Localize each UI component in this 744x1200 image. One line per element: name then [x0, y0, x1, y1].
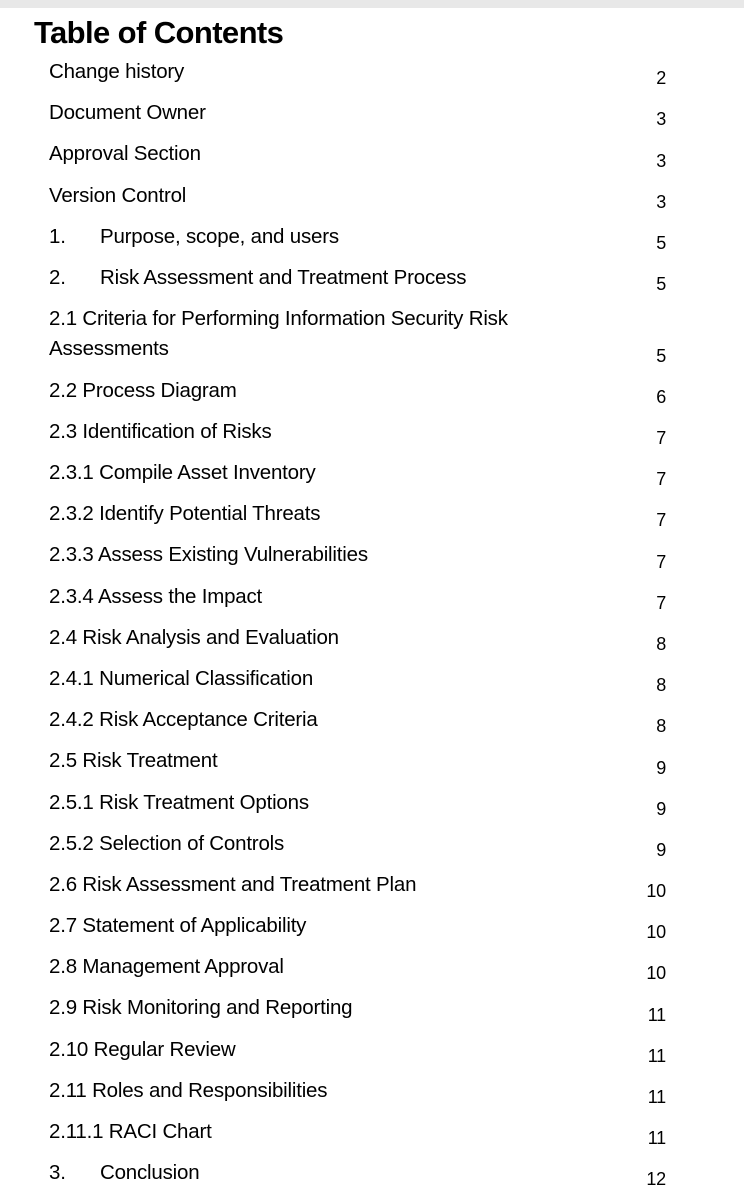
toc-entry-label: Approval Section	[49, 142, 201, 166]
toc-entry-page-number: 5	[656, 345, 666, 366]
toc-entry-page-number: 9	[656, 839, 666, 860]
toc-entry-link[interactable]	[49, 705, 609, 735]
toc-entry-page-number: 2	[656, 68, 666, 89]
toc-entry[interactable]	[0, 1074, 744, 1115]
toc-entry[interactable]	[0, 950, 744, 991]
toc-entry-page-number: 7	[656, 469, 666, 490]
toc-entry-label: 2.3.1 Compile Asset Inventory	[49, 461, 316, 484]
toc-entry-link[interactable]	[49, 582, 609, 612]
toc-entry[interactable]	[0, 261, 744, 302]
toc-entry[interactable]	[0, 137, 744, 178]
toc-entry-link[interactable]	[49, 417, 609, 447]
toc-entry-label: Change history	[49, 60, 185, 83]
toc-entry-label: 2.8 Management Approval	[49, 955, 284, 979]
toc-entry-number: 1.	[49, 224, 66, 248]
toc-entry-label: 2.4 Risk Analysis and Evaluation	[49, 625, 339, 649]
toc-entry[interactable]	[0, 179, 744, 220]
toc-entry[interactable]	[0, 868, 744, 909]
toc-entry-link[interactable]	[49, 1076, 609, 1106]
toc-entry-page-number: 11	[647, 1087, 666, 1107]
toc-entry-label: Version Control	[49, 183, 187, 207]
toc-entry-link[interactable]	[49, 222, 609, 252]
toc-entry[interactable]	[0, 1033, 744, 1074]
toc-entry-label: 2.3 Identification of Risks	[49, 419, 272, 443]
toc-entry-link[interactable]	[49, 263, 609, 293]
toc-entry-label: 2.1 Criteria for Performing Information Security Risk Assessments	[49, 307, 508, 361]
toc-entry-link[interactable]	[49, 458, 609, 488]
toc-entry-page-number: 12	[646, 1169, 666, 1190]
toc-entry[interactable]	[0, 415, 744, 456]
toc-entry-label: 2.6 Risk Assessment and Treatment Plan	[49, 872, 417, 896]
toc-entry-link[interactable]	[49, 98, 609, 128]
toc-entry-page-number: 9	[656, 757, 666, 778]
toc-entry-page-number: 7	[656, 428, 666, 448]
document-page	[0, 8, 744, 1200]
toc-entry-link[interactable]	[49, 57, 609, 87]
toc-entry-page-number: 11	[647, 1004, 666, 1025]
toc-entry[interactable]	[0, 703, 744, 744]
toc-entry-label: 2.4.1 Numerical Classification	[49, 666, 314, 690]
toc-entry-link[interactable]	[49, 499, 609, 529]
toc-entry-link[interactable]	[49, 540, 609, 570]
toc-entry-label: 2.10 Regular Review	[49, 1037, 236, 1061]
toc-entry-link[interactable]	[49, 664, 609, 694]
toc-entry-link[interactable]	[49, 304, 609, 364]
toc-entry-page-number: 8	[656, 633, 666, 654]
toc-entry-link[interactable]	[49, 788, 609, 818]
toc-entry[interactable]	[0, 991, 744, 1032]
toc-entry[interactable]	[0, 220, 744, 261]
toc-entry-page-number: 10	[646, 881, 666, 902]
toc-entry[interactable]	[0, 1156, 744, 1197]
toc-entry-link[interactable]	[49, 911, 609, 941]
toc-entry-label: 2.11 Roles and Responsibilities	[49, 1078, 328, 1102]
toc-entry-label: 2.3.2 Identify Potential Threats	[49, 502, 321, 526]
toc-entry-label: 2.3.3 Assess Existing Vulnerabilities	[49, 543, 368, 567]
toc-entry-link[interactable]	[49, 952, 609, 982]
toc-entry-link[interactable]	[49, 376, 609, 406]
toc-entry-label: 2.2 Process Diagram	[49, 378, 237, 402]
toc-entry[interactable]	[0, 497, 744, 538]
toc-entry-label: 2.9 Risk Monitoring and Reporting	[49, 996, 353, 1020]
toc-entry-page-number: 10	[646, 922, 666, 943]
toc-entry-page-number: 7	[656, 510, 666, 531]
toc-entry-link[interactable]	[49, 870, 609, 900]
toc-entry[interactable]	[0, 1115, 744, 1156]
toc-entry[interactable]	[0, 744, 744, 785]
toc-entry-link[interactable]	[49, 993, 609, 1023]
toc-entry[interactable]	[0, 374, 744, 415]
toc-entry-number: 3.	[49, 1161, 66, 1185]
toc-entry-label: 2.4.2 Risk Acceptance Criteria	[49, 708, 318, 732]
toc-entry-page-number: 5	[656, 232, 666, 253]
toc-entry-page-number: 3	[656, 109, 666, 130]
toc-entry[interactable]	[0, 538, 744, 579]
toc-entry-label: Purpose, scope, and users	[100, 224, 339, 248]
toc-entry[interactable]	[0, 909, 744, 950]
toc-title: Table of Contents	[34, 15, 284, 50]
toc-entry-link[interactable]	[49, 181, 609, 211]
toc-list	[0, 55, 744, 1197]
toc-entry-link[interactable]	[49, 139, 609, 169]
toc-entry[interactable]	[0, 302, 744, 374]
toc-entry-label: 2.11.1 RACI Chart	[49, 1120, 212, 1143]
toc-entry[interactable]	[0, 55, 744, 96]
toc-entry-label: 2.5.2 Selection of Controls	[49, 831, 285, 855]
toc-entry-label: 2.5.1 Risk Treatment Options	[49, 790, 309, 814]
toc-entry-label: Document Owner	[49, 101, 206, 125]
toc-entry-page-number: 5	[656, 274, 666, 295]
toc-entry-link[interactable]	[49, 1035, 609, 1065]
toc-entry-page-number: 6	[656, 386, 666, 407]
toc-entry[interactable]	[0, 456, 744, 497]
top-gray-strip	[0, 0, 744, 8]
toc-entry-page-number: 3	[656, 191, 666, 212]
toc-entry-page-number: 3	[656, 150, 666, 171]
toc-entry-label: 2.5 Risk Treatment	[49, 749, 218, 773]
toc-entry[interactable]	[0, 786, 744, 827]
toc-entry-page-number: 10	[646, 963, 666, 984]
toc-entry-page-number: 9	[656, 798, 666, 819]
toc-entry-page-number: 7	[656, 551, 666, 572]
toc-entry-link[interactable]	[49, 746, 609, 776]
toc-entry-link[interactable]	[49, 623, 609, 653]
toc-entry[interactable]	[0, 580, 744, 621]
toc-entry-label: Conclusion	[100, 1161, 200, 1185]
toc-entry[interactable]	[0, 662, 744, 703]
toc-entry-page-number: 11	[647, 1128, 666, 1149]
toc-entry-link[interactable]	[49, 829, 609, 859]
toc-entry-page-number: 7	[656, 592, 666, 613]
toc-entry-link[interactable]	[49, 1117, 609, 1147]
toc-entry-label: Risk Assessment and Treatment Process	[100, 265, 467, 289]
toc-entry-page-number: 8	[656, 716, 666, 737]
toc-entry-number: 2.	[49, 265, 66, 289]
toc-entry-link[interactable]	[49, 1158, 609, 1188]
toc-entry-page-number: 8	[656, 675, 666, 696]
toc-entry-label: 2.3.4 Assess the Impact	[49, 584, 263, 608]
toc-entry[interactable]	[0, 827, 744, 868]
toc-entry-label: 2.7 Statement of Applicability	[49, 914, 307, 938]
toc-entry-page-number: 11	[647, 1045, 666, 1066]
toc-entry[interactable]	[0, 96, 744, 137]
toc-entry[interactable]	[0, 621, 744, 662]
